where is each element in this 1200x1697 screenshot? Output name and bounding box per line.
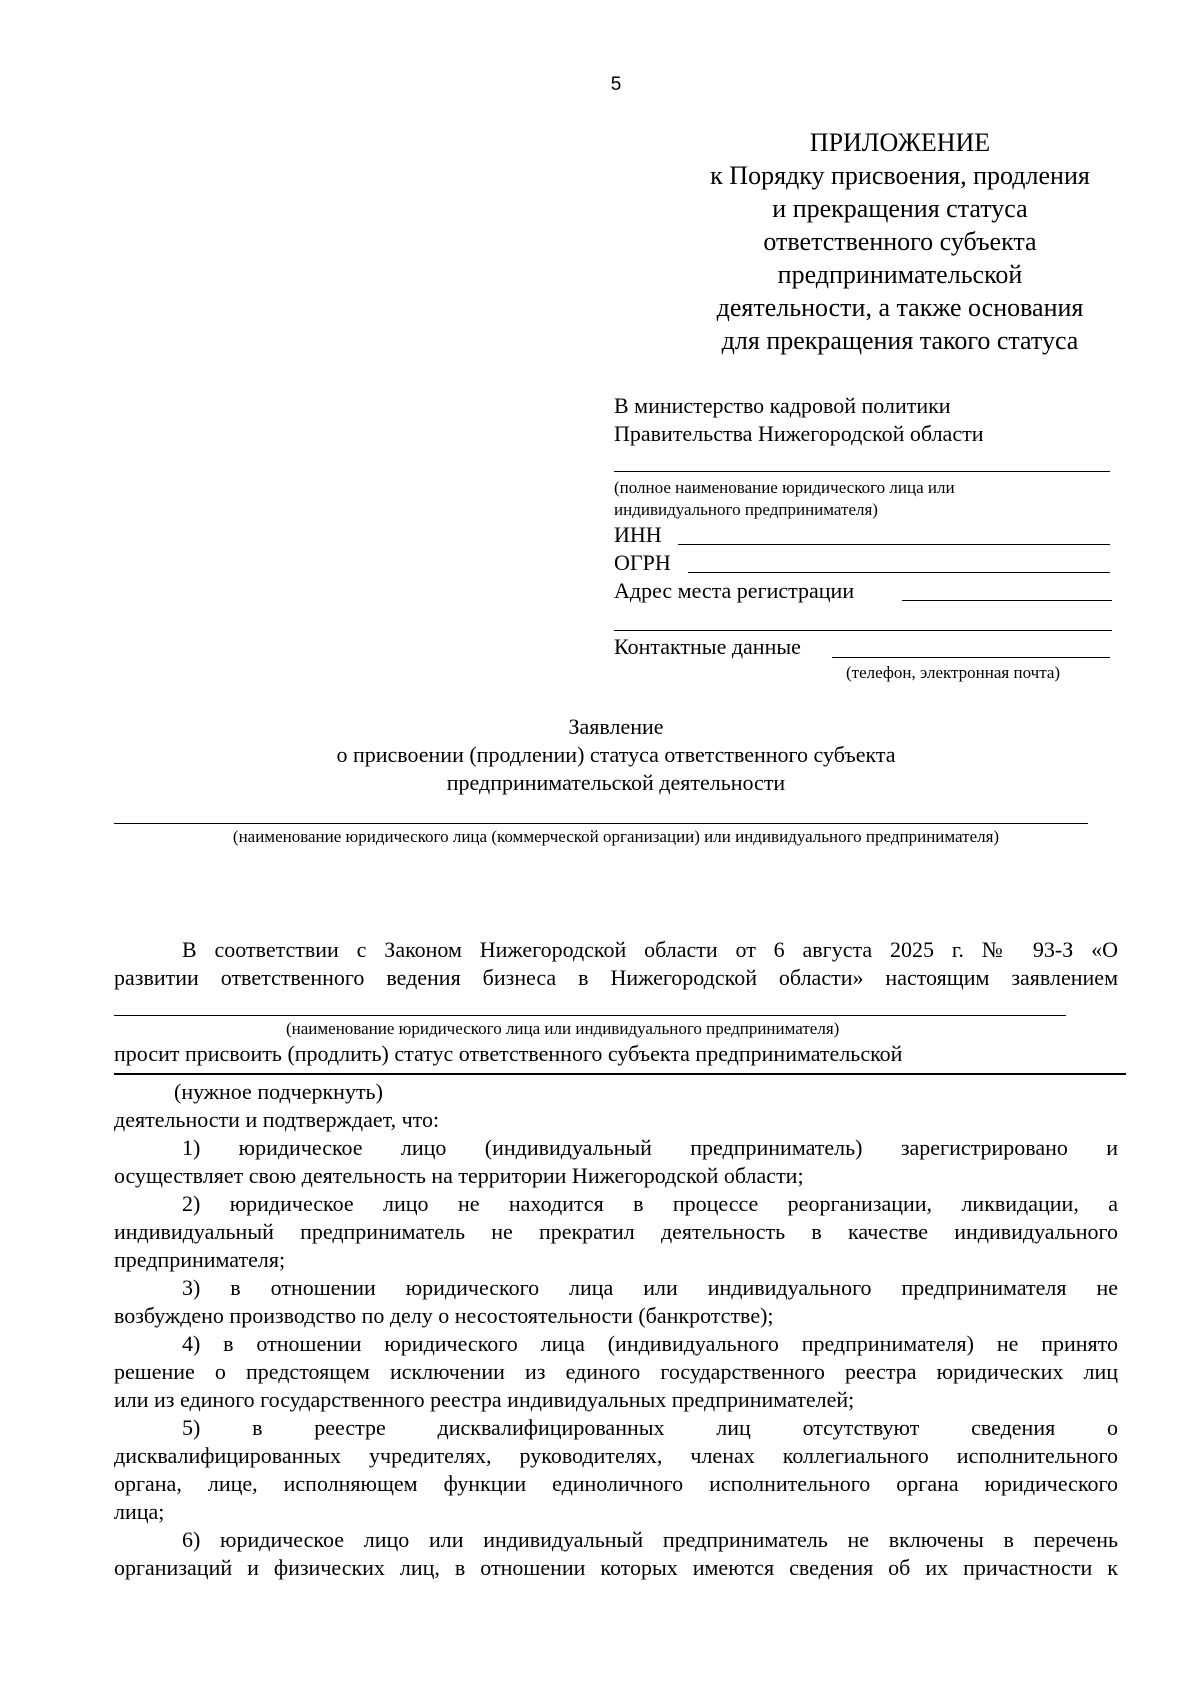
ogrn-label: ОГРН: [614, 550, 671, 575]
item-line: возбуждено производство по делу о несостоятельности (банкротстве);: [114, 1303, 774, 1328]
appendix-line: деятельности, а также основания: [716, 293, 1084, 322]
intro-paragraph: [114, 936, 1118, 992]
appendix-line: для прекращения такого статуса: [721, 326, 1079, 355]
addressee-line: В министерство кадровой политики: [614, 393, 951, 418]
inn-row: [614, 522, 662, 548]
title-line: о присвоении (продлении) статуса ответственного субъекта: [336, 742, 896, 767]
intro-line: развитии ответственного ведения бизнеса в Нижегородской области» настоящим заявлением: [114, 965, 1118, 990]
contacts-field-line[interactable]: [832, 657, 1110, 658]
addressee-block: [614, 392, 983, 448]
item-line: организаций и физических лиц, в отношении которых имеются сведения об их причастности к: [114, 1555, 1118, 1580]
inn-field-line[interactable]: [678, 544, 1110, 545]
title-line: предпринимательской деятельности: [446, 770, 786, 795]
fullname-caption-line: индивидуального предпринимателя): [614, 500, 878, 519]
list-item: [114, 1526, 1118, 1582]
address-field-line[interactable]: [902, 600, 1112, 601]
list-item: [114, 1190, 1118, 1274]
appendix-line: ответственного субъекта: [763, 227, 1037, 256]
address-row: [614, 578, 854, 604]
item-line: 6) юридическое лицо или индивидуальный предприниматель не включены в перечень: [182, 1527, 1118, 1552]
item-line: 1) юридическое лицо (индивидуальный предприниматель) зарегистрировано и: [182, 1135, 1118, 1160]
item-line: органа, лице, исполняющем функции единоличного исполнительного органа юридического: [114, 1471, 1118, 1496]
item-line: или из единого государственного реестра индивидуальных предпринимателей;: [114, 1387, 855, 1412]
applicant-name-line[interactable]: [114, 823, 1088, 824]
addressee-line: Правительства Нижегородской области: [614, 421, 984, 446]
request-line: просит присвоить (продлить) статус ответственного субъекта предпринимательской: [114, 1041, 903, 1066]
fullname-field-line[interactable]: [614, 471, 1110, 472]
page-number: 5: [610, 74, 622, 95]
item-line: лица;: [114, 1499, 165, 1524]
list-item: [114, 1134, 1118, 1190]
inn-label: ИНН: [614, 522, 662, 547]
request-underline: [114, 1073, 1126, 1075]
name-caption: (наименование юридического лица или индивидуального предпринимателя): [286, 1019, 840, 1038]
fullname-caption: [614, 477, 955, 521]
item-line: 2) юридическое лицо не находится в процессе реорганизации, ликвидации, а: [182, 1191, 1118, 1216]
underline-note: (нужное подчеркнуть): [174, 1079, 383, 1104]
item-line: дисквалифицированных учредителях, руководителях, членах коллегиального исполнительного: [114, 1443, 1118, 1468]
statement-title: [0, 713, 1200, 797]
ogrn-field-line[interactable]: [688, 572, 1110, 573]
appendix-line: к Порядку присвоения, продления: [710, 161, 1090, 190]
contacts-caption: (телефон, электронная почта): [846, 663, 1061, 682]
item-line: предпринимателя;: [114, 1247, 286, 1272]
appendix-line: предпринимательской: [777, 260, 1023, 289]
fullname-caption-line: (полное наименование юридического лица или: [614, 478, 955, 497]
intro-line: В соответствии с Законом Нижегородской области от 6 августа 2025 г. № 93-З «О: [182, 937, 1118, 962]
appendix-header: [690, 126, 1110, 357]
ogrn-row: [614, 550, 671, 576]
title-line: Заявление: [568, 714, 664, 739]
address-label: Адрес места регистрации: [614, 578, 855, 603]
item-line: 3) в отношении юридического лица или индивидуального предпринимателя не: [182, 1275, 1118, 1300]
contacts-label: Контактные данные: [614, 634, 801, 659]
item-line: решение о предстоящем исключении из единого государственного реестра юридических лиц: [114, 1359, 1118, 1384]
item-line: 4) в отношении юридического лица (индивидуального предпринимателя) не принято: [182, 1331, 1118, 1356]
contacts-row: [614, 634, 801, 660]
address-field-line-2[interactable]: [614, 630, 1112, 631]
list-item: [114, 1274, 1118, 1330]
item-line: 5) в реестре дисквалифицированных лиц отсутствуют сведения о: [182, 1415, 1118, 1440]
applicant-caption: (наименование юридического лица (коммерческой организации) или индивидуального предпринимателя): [232, 827, 1000, 846]
appendix-line: ПРИЛОЖЕНИЕ: [809, 128, 991, 157]
item-line: индивидуальный предприниматель не прекратил деятельность в качестве индивидуального: [114, 1219, 1118, 1244]
item-line: осуществляет свою деятельность на территории Нижегородской области;: [114, 1163, 804, 1188]
applicant-name-line-2[interactable]: [114, 1015, 1066, 1016]
appendix-line: и прекращения статуса: [772, 194, 1028, 223]
continuation-line: деятельности и подтверждает, что:: [114, 1107, 440, 1132]
list-item: [114, 1330, 1118, 1414]
list-item: [114, 1414, 1118, 1526]
